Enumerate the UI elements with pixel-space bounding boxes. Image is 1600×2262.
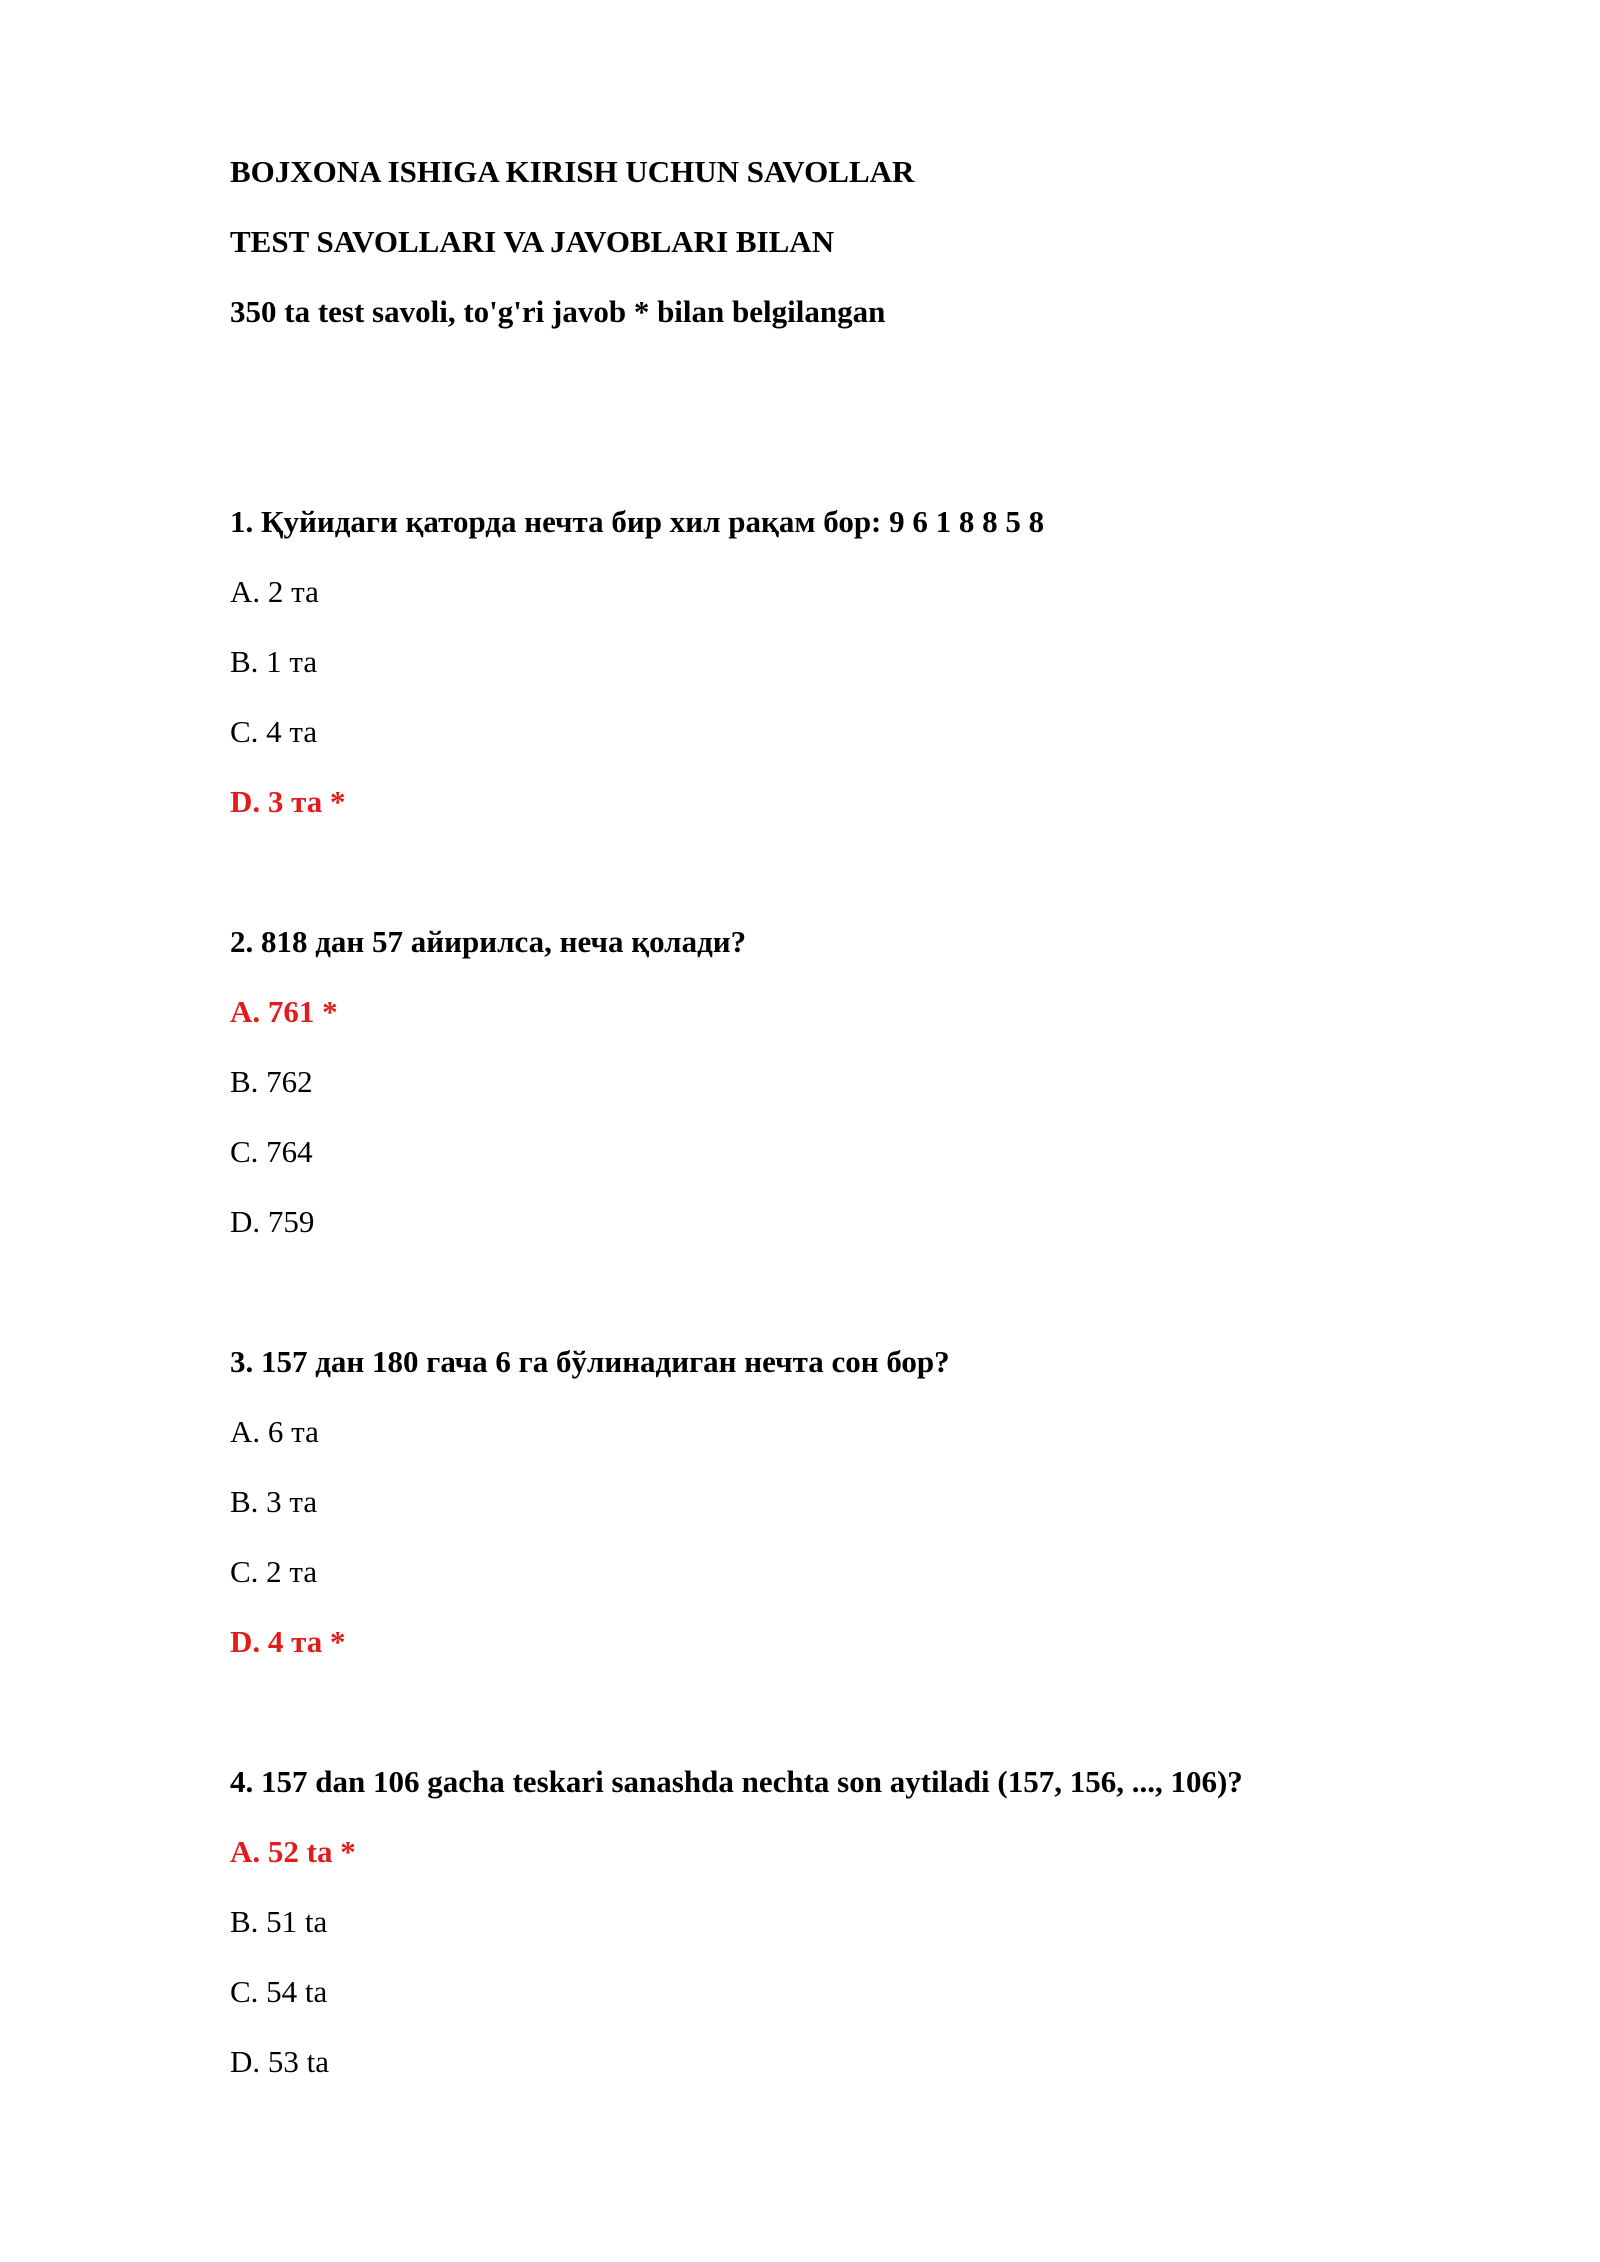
answer-option: D. 759	[230, 1204, 315, 1239]
correct-answer-option: A. 52 ta *	[230, 1834, 356, 1869]
answer-option: B. 3 та	[230, 1484, 318, 1519]
answer-option: A. 6 та	[230, 1414, 319, 1449]
question-text: 4. 157 dan 106 gacha teskari sanashda nechta son aytiladi (157, 156, ..., 106)?	[230, 1764, 1243, 1799]
correct-answer-option: D. 4 та *	[230, 1624, 346, 1659]
answer-option: A. 2 та	[230, 574, 319, 609]
answer-option: C. 4 та	[230, 714, 318, 749]
correct-answer-option: A. 761 *	[230, 994, 338, 1029]
answer-option: C. 54 ta	[230, 1974, 328, 2009]
answer-option: D. 53 ta	[230, 2044, 330, 2079]
answer-option: B. 1 та	[230, 644, 318, 679]
answer-option: C. 2 та	[230, 1554, 318, 1589]
answer-option: B. 51 ta	[230, 1904, 328, 1939]
document-subtitle: 350 ta test savoli, to'g'ri javob * bilan belgilangan	[230, 294, 886, 329]
question-text: 2. 818 дан 57 айирилса, неча қолади?	[230, 924, 747, 959]
document-title-line-1: BOJXONA ISHIGA KIRISH UCHUN SAVOLLAR	[230, 154, 915, 189]
document-title-line-2: TEST SAVOLLARI VA JAVOBLARI BILAN	[230, 224, 835, 259]
question-text: 1. Қуйидаги қаторда нечта бир хил рақам бор: 9 6 1 8 8 5 8	[230, 504, 1045, 539]
answer-option: B. 762	[230, 1064, 313, 1099]
answer-option: C. 764	[230, 1134, 313, 1169]
question-text: 3. 157 дан 180 гача 6 га бўлинадиган нечта сон бор?	[230, 1344, 950, 1379]
correct-answer-option: D. 3 та *	[230, 784, 346, 819]
